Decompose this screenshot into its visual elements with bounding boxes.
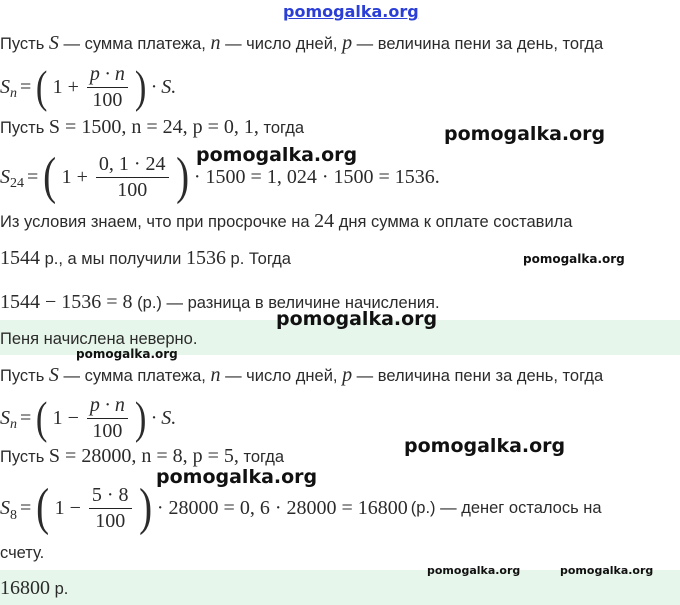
equals-sign: = (20, 75, 32, 98)
watermark: pomogalka.org (560, 564, 654, 577)
left-paren: ( (36, 61, 48, 112)
formula-subscript: 8 (10, 508, 17, 523)
right-paren: ) (134, 61, 147, 112)
watermark: pomogalka.org (427, 564, 521, 577)
paragraph-condition (0, 211, 572, 232)
difference-formula: 1544 − 1536 = 8 (0, 291, 133, 313)
formula-subscript: n (10, 86, 17, 101)
watermark-top[interactable]: pomogalka.org (283, 2, 419, 21)
formula-rest: · 1500 = 1, 024 · 1500 = 1536. (193, 165, 440, 188)
paragraph-continuation: счету. (0, 544, 45, 562)
fraction-numerator: 5 · 8 (89, 484, 132, 509)
formula-general-minus (0, 392, 179, 443)
formula-subscript: n (10, 417, 17, 432)
var-n: n (210, 364, 221, 386)
fraction-denominator: 100 (92, 88, 123, 111)
equals-sign: = (20, 406, 32, 429)
fraction (86, 484, 135, 533)
formula-one: 1 + (52, 75, 79, 98)
paragraph-given-2 (0, 446, 284, 467)
formula-rest: · 28000 = 0, 6 · 28000 = 16800 (156, 496, 408, 519)
formula-computation-2 (0, 479, 602, 536)
text: — число дней, (220, 35, 343, 53)
right-paren: ) (175, 148, 189, 205)
formula-lhs: S (0, 75, 10, 98)
paragraph-comparison (0, 248, 291, 269)
formula-lhs: S (0, 406, 10, 429)
formula-lhs: S (0, 496, 10, 519)
text: Пусть (0, 367, 49, 385)
left-paren: ( (36, 392, 48, 443)
number-1544: 1544 (0, 247, 40, 269)
left-paren: ( (36, 479, 50, 536)
text: — величина пени за день, тогда (352, 35, 604, 53)
watermark: pomogalka.org (523, 252, 625, 266)
text: — сумма платежа, (58, 35, 211, 53)
watermark: pomogalka.org (276, 308, 438, 330)
fraction (84, 63, 131, 112)
formula-lhs: S (0, 165, 10, 188)
formula-one: 1 − (54, 496, 81, 519)
text: Пусть (0, 448, 49, 466)
fraction-denominator: 100 (92, 419, 123, 442)
watermark: pomogalka.org (444, 123, 606, 145)
formula-rest: · S. (151, 406, 177, 429)
text: тогда (238, 448, 285, 466)
watermark: pomogalka.org (404, 435, 566, 457)
text: р. Тогда (225, 250, 291, 268)
answer-unit: р. (50, 580, 69, 598)
paragraph-given-1 (0, 117, 304, 138)
text: — число дней, (220, 367, 343, 385)
text: Пусть (0, 119, 49, 137)
answer-number: 16800 (0, 577, 50, 599)
formula-tail-text: (р.) — денег осталось на (410, 499, 602, 517)
text: дня сумма к оплате составила (334, 213, 573, 231)
right-paren: ) (138, 479, 152, 536)
watermark: pomogalka.org (196, 144, 358, 166)
answer-1: Пеня начислена неверно. (0, 330, 198, 348)
var-s: S (48, 364, 59, 386)
text: (р.) — разница в величине начисления. (132, 294, 440, 312)
formula-subscript: 24 (10, 176, 24, 191)
text: — величина пени за день, тогда (352, 367, 604, 385)
formula-rest: · S. (151, 75, 177, 98)
number-1536: 1536 (185, 247, 226, 269)
var-s: S (48, 32, 59, 54)
text: тогда (258, 119, 305, 137)
text: — сумма платежа, (58, 367, 211, 385)
fraction (84, 394, 131, 443)
equals-sign: = (27, 165, 39, 188)
right-paren: ) (134, 392, 147, 443)
fraction-numerator: p · n (87, 63, 128, 88)
fraction-numerator: 0, 1 · 24 (96, 153, 169, 178)
text: Из условия знаем, что при просрочке на (0, 213, 315, 231)
answer-2 (0, 578, 68, 599)
text: Пусть (0, 35, 49, 53)
fraction-denominator: 100 (117, 178, 148, 201)
given-values: S = 1500, n = 24, p = 0, 1, (48, 116, 259, 138)
given-values: S = 28000, n = 8, p = 5, (48, 445, 239, 467)
formula-one: 1 − (52, 406, 79, 429)
equals-sign: = (20, 496, 32, 519)
formula-general-plus (0, 61, 179, 112)
var-p: p (342, 32, 353, 54)
number-24: 24 (314, 210, 335, 232)
watermark: pomogalka.org (156, 466, 318, 488)
paragraph-definitions-1 (0, 33, 603, 54)
fraction-denominator: 100 (95, 509, 126, 532)
paragraph-definitions-2 (0, 365, 603, 386)
fraction-numerator: p · n (87, 394, 128, 419)
watermark: pomogalka.org (76, 347, 178, 361)
var-n: n (210, 32, 221, 54)
left-paren: ( (43, 148, 57, 205)
formula-one: 1 + (61, 165, 88, 188)
var-p: p (342, 364, 353, 386)
text: р., а мы получили (40, 250, 186, 268)
fraction (93, 153, 172, 202)
